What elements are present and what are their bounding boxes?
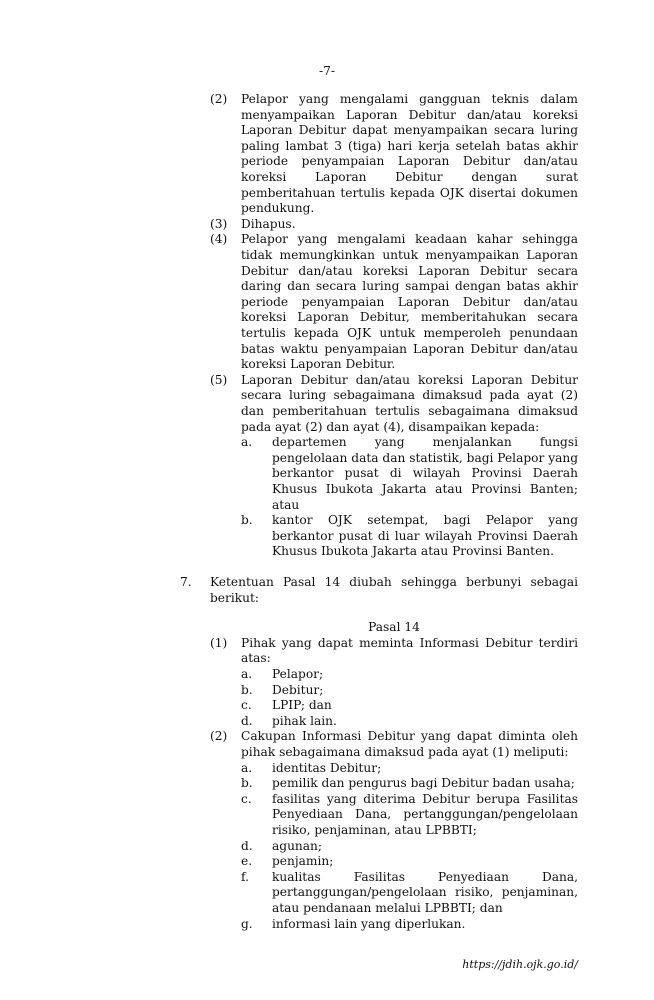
sub-item-text: pengelolaan data dan statistik, bagi Pelapor yang — [272, 450, 578, 465]
item-number: (2) — [210, 729, 228, 744]
item-text: Cakupan Informasi Debitur yang dapat diminta oleh — [241, 729, 578, 744]
sub-item-text: berkantor pusat di wilayah Provinsi Daerah — [272, 466, 578, 481]
item-text: secara luring sebagaimana dimaksud pada ayat (2) — [241, 388, 578, 403]
item-text: paling lambat 3 (tiga) hari kerja setelah batas akhir — [241, 138, 578, 153]
item-text: Debitur dan/atau koreksi Laporan Debitur secara — [241, 263, 578, 278]
item-number: (1) — [210, 635, 228, 650]
item-number: (4) — [210, 232, 228, 247]
item-text: periode penyampaian Laporan Debitur dan/atau — [241, 154, 578, 169]
item-text: Pihak yang dapat meminta Informasi Debitur terdiri — [241, 635, 578, 650]
sub-item-text: agunan; — [272, 838, 322, 853]
item-text: atas: — [241, 651, 271, 666]
item-number: (3) — [210, 216, 228, 231]
sub-item-letter: a. — [241, 667, 253, 681]
item-text: batas waktu penyampaian Laporan Debitur dan/atau — [241, 341, 578, 356]
sub-item-text: Pelapor; — [272, 667, 324, 681]
item-text: koreksi Laporan Debitur. — [241, 357, 396, 372]
item-text: Laporan Debitur dapat menyampaikan secara luring — [241, 123, 578, 138]
sub-item-letter: f. — [241, 869, 249, 884]
page-number: -7- — [319, 64, 335, 78]
sub-item-text: pertanggungan/pengelolaan risiko, penjaminan, — [272, 885, 578, 900]
item-number: (2) — [210, 92, 228, 106]
sub-item-text: fasilitas yang diterima Debitur berupa Fasilitas — [272, 791, 578, 806]
sub-item-text: kantor OJK setempat, bagi Pelapor yang — [272, 513, 578, 528]
footer-url[interactable]: https://jdih.ojk.go.id/ — [462, 958, 578, 971]
point-number: 7. — [180, 575, 192, 589]
item-text: tidak memungkinkan untuk menyampaikan Laporan — [241, 248, 578, 262]
item-text: dan pemberitahuan tertulis sebagaimana dimaksud — [241, 404, 578, 418]
item-text: daring dan secara luring sampai dengan batas akhir — [241, 279, 578, 294]
sub-item-text: identitas Debitur; — [272, 760, 382, 775]
sub-item-letter: d. — [241, 713, 253, 728]
sub-item-text: Khusus Ibukota Jakarta atau Provinsi Banten. — [272, 544, 555, 559]
item-text: Pelapor yang mengalami keadaan kahar sehingga — [241, 232, 578, 247]
item-text: Pelapor yang mengalami gangguan teknis dalam — [241, 92, 578, 106]
item-text: periode penyampaian Laporan Debitur dan/atau — [241, 294, 578, 309]
sub-item-text: LPIP; dan — [272, 698, 332, 713]
point-text: berikut: — [210, 590, 259, 605]
sub-item-letter: e. — [241, 854, 253, 869]
sub-item-letter: g. — [241, 916, 253, 931]
item-text: menyampaikan Laporan Debitur dan/atau koreksi — [241, 107, 578, 122]
item-text: pihak sebagaimana dimaksud pada ayat (1) meliputi: — [241, 745, 569, 759]
article-heading: Pasal 14 — [368, 620, 420, 635]
sub-item-letter: c. — [241, 698, 252, 713]
item-text: pada ayat (2) dan ayat (4), disampaikan kepada: — [241, 419, 540, 434]
item-text: koreksi Laporan Debitur dengan surat — [241, 170, 578, 184]
sub-item-text: departemen yang menjalankan fungsi — [272, 435, 578, 450]
item-text: pemberitahuan tertulis kepada OJK disertai dokumen — [241, 185, 578, 200]
item-number: (5) — [210, 372, 228, 387]
sub-item-letter: a. — [241, 435, 253, 450]
item-text: Laporan Debitur dan/atau koreksi Laporan Debitur — [241, 372, 578, 387]
item-text: pendukung. — [241, 201, 315, 216]
sub-item-text: kualitas Fasilitas Penyediaan Dana, — [272, 869, 578, 884]
point-text: Ketentuan Pasal 14 diubah sehingga berbunyi sebagai — [210, 575, 578, 589]
item-text: tertulis kepada OJK untuk memperoleh penundaan — [241, 326, 578, 340]
sub-item-letter: c. — [241, 791, 252, 806]
sub-item-letter: b. — [241, 682, 253, 697]
sub-item-text: penjamin; — [272, 854, 334, 869]
sub-item-text: pemilik dan pengurus bagi Debitur badan usaha; — [272, 776, 575, 791]
sub-item-letter: b. — [241, 513, 253, 528]
sub-item-letter: d. — [241, 838, 253, 853]
sub-item-text: pihak lain. — [272, 713, 337, 728]
sub-item-text: informasi lain yang diperlukan. — [272, 916, 466, 931]
sub-item-letter: b. — [241, 776, 253, 791]
sub-item-text: Khusus Ibukota Jakarta atau Provinsi Banten; — [272, 482, 578, 496]
sub-item-text: berkantor pusat di luar wilayah Provinsi Daerah — [272, 528, 578, 543]
sub-item-text: Debitur; — [272, 682, 324, 697]
item-text: koreksi Laporan Debitur, memberitahukan secara — [241, 310, 578, 325]
sub-item-text: risiko, penjaminan, atau LPBBTI; — [272, 823, 477, 837]
item-text: Dihapus. — [241, 216, 296, 231]
sub-item-text: atau pendanaan melalui LPBBTI; dan — [272, 901, 503, 915]
sub-item-text: Penyediaan Dana, pertanggungan/pengelolaan — [272, 807, 578, 822]
sub-item-letter: a. — [241, 760, 253, 775]
sub-item-text: atau — [272, 497, 300, 512]
